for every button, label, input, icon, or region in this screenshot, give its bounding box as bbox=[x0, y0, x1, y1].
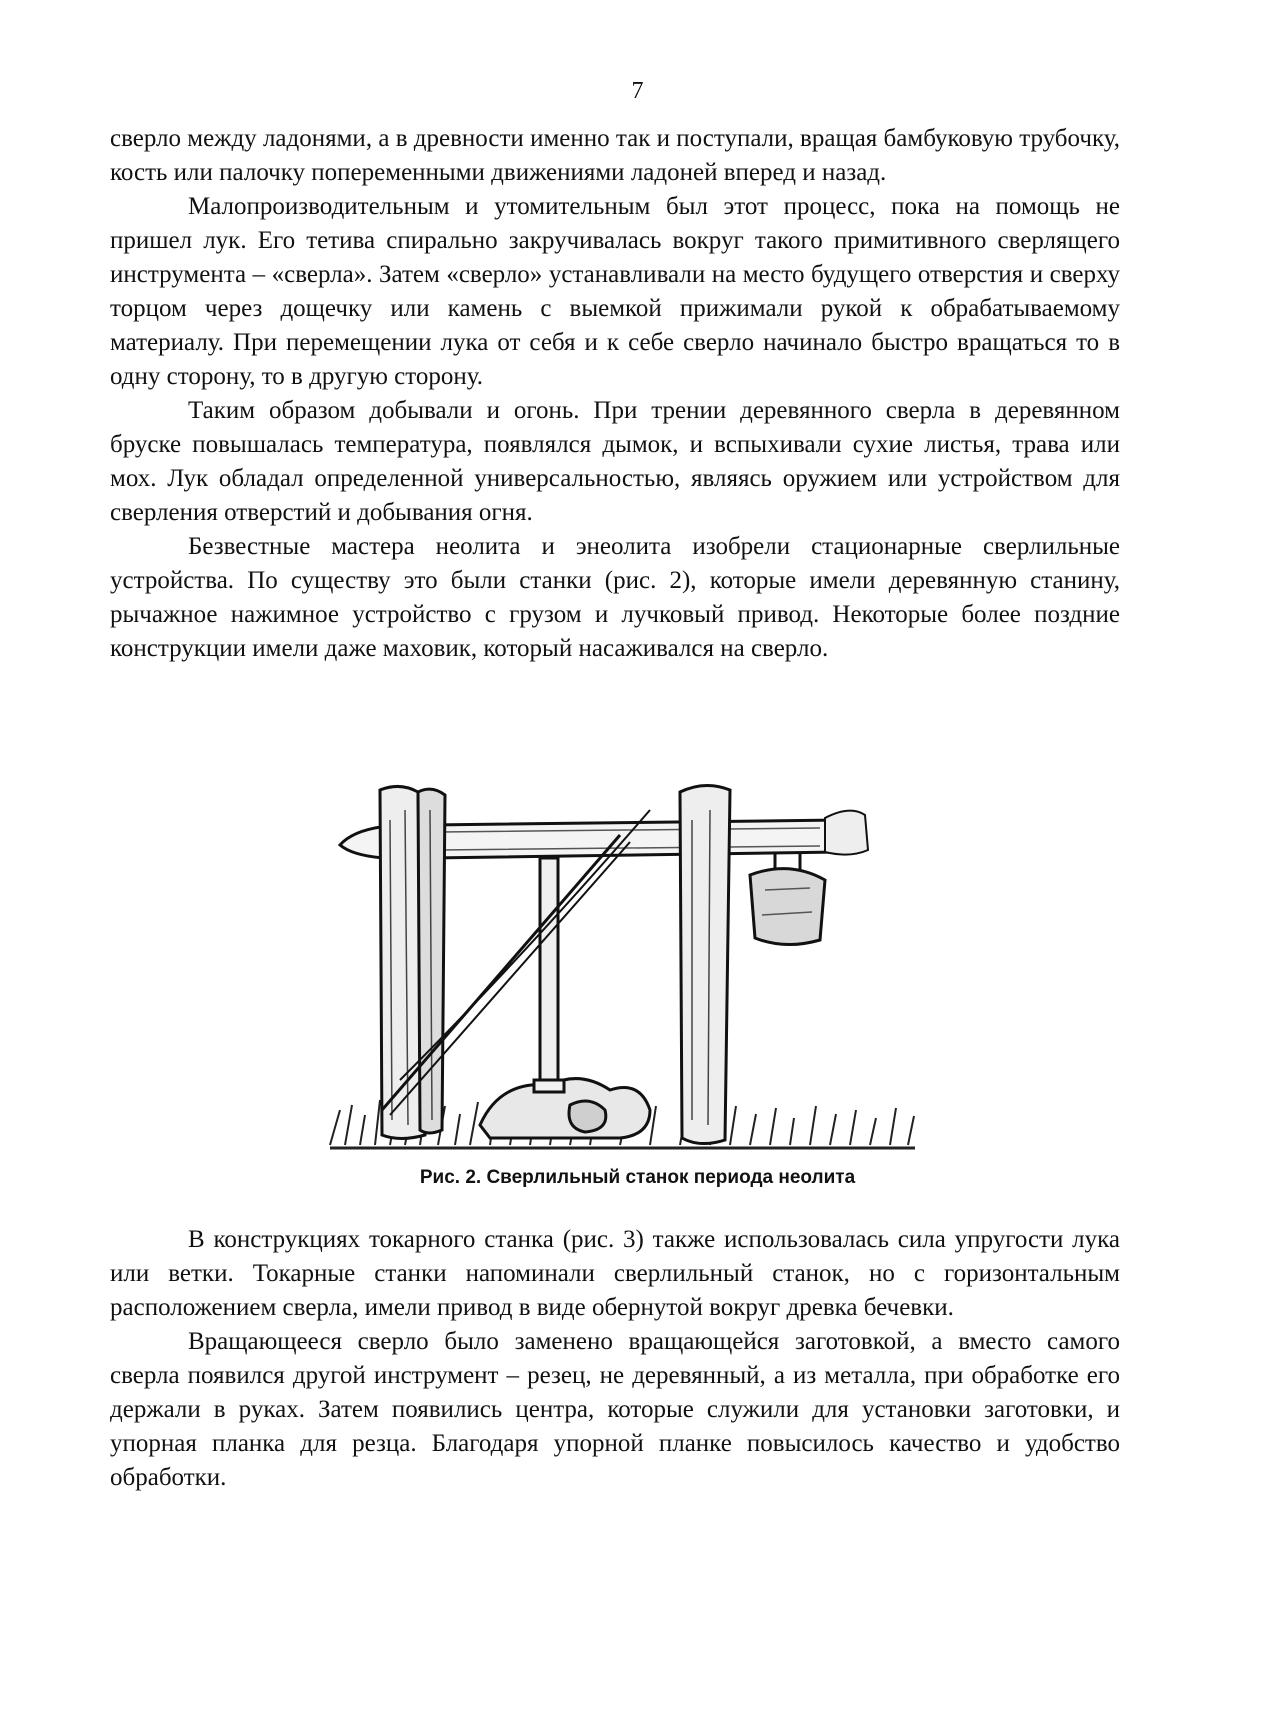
hanging-weight bbox=[750, 852, 825, 945]
upper-text-block bbox=[110, 122, 1120, 666]
drill-spindle bbox=[534, 858, 564, 1092]
paragraph: сверло между ладонями, а в древности именно так и поступали, вращая бамбуковую трубочку, кость или палочку попеременными движениями ладоней вперед и назад. bbox=[110, 125, 1120, 186]
paragraph: Таким образом добывали и огонь. При трении деревянного сверла в деревянном бруске повышалась температура, появлялся дымок, и вспыхивали сухие листья, трава или мох. Лук обладал определенной универсальностью, являясь оружием или устройством для сверления отверстий и добывания огня. bbox=[110, 397, 1120, 526]
drilling-machine-illustration bbox=[320, 780, 920, 1160]
page-number: 7 bbox=[631, 78, 644, 104]
paragraph: В конструкциях токарного станка (рис. 3) также использовалась сила упругости лука или ветки. Токарные станки напоминали сверлильный станок, но с горизонтальным расположением сверла, имели привод в виде обернутой вокруг древка бечевки. bbox=[110, 1226, 1120, 1321]
crossbar-end bbox=[825, 811, 868, 855]
paragraph: Безвестные мастера неолита и энеолита изобрели стационарные сверлильные устройства. По существу это были станки (рис. 2), которые имели деревянную станину, рычажное нажимное устройство с грузом и лучковый привод. Некоторые более поздние конструкции имели даже маховик, который насаживался на сверло. bbox=[110, 533, 1120, 662]
drilling-machine-drawing bbox=[320, 780, 920, 1160]
right-post bbox=[680, 785, 730, 1143]
paragraph: Малопроизводительным и утомительным был этот процесс, пока на помощь не пришел лук. Его тетива спирально закручивалась вокруг такого примитивного сверлящего инструмента – «сверла». Затем «сверло» устанавливали на место будущего отверстия и сверху торцом через дощечку или камень с выемкой прижимали рукой к обрабатываемому материалу. При перемещении лука от себя и к себе сверло начинало быстро вращаться то в одну сторону, то в другую сторону. bbox=[110, 193, 1120, 390]
lower-text-block bbox=[110, 1223, 1120, 1495]
figure-caption: Рис. 2. Сверлильный станок периода неолита bbox=[419, 1167, 856, 1188]
left-posts bbox=[380, 786, 445, 1138]
paragraph: Вращающееся сверло было заменено вращающейся заготовкой, а вместо самого сверла появился другой инструмент – резец, не деревянный, а из металла, при обработке его держали в руках. Затем появились центра, которые служили для установки заготовки, и упорная планка для резца. Благодаря упорной планке повысилось качество и удобство обработки. bbox=[110, 1328, 1120, 1491]
